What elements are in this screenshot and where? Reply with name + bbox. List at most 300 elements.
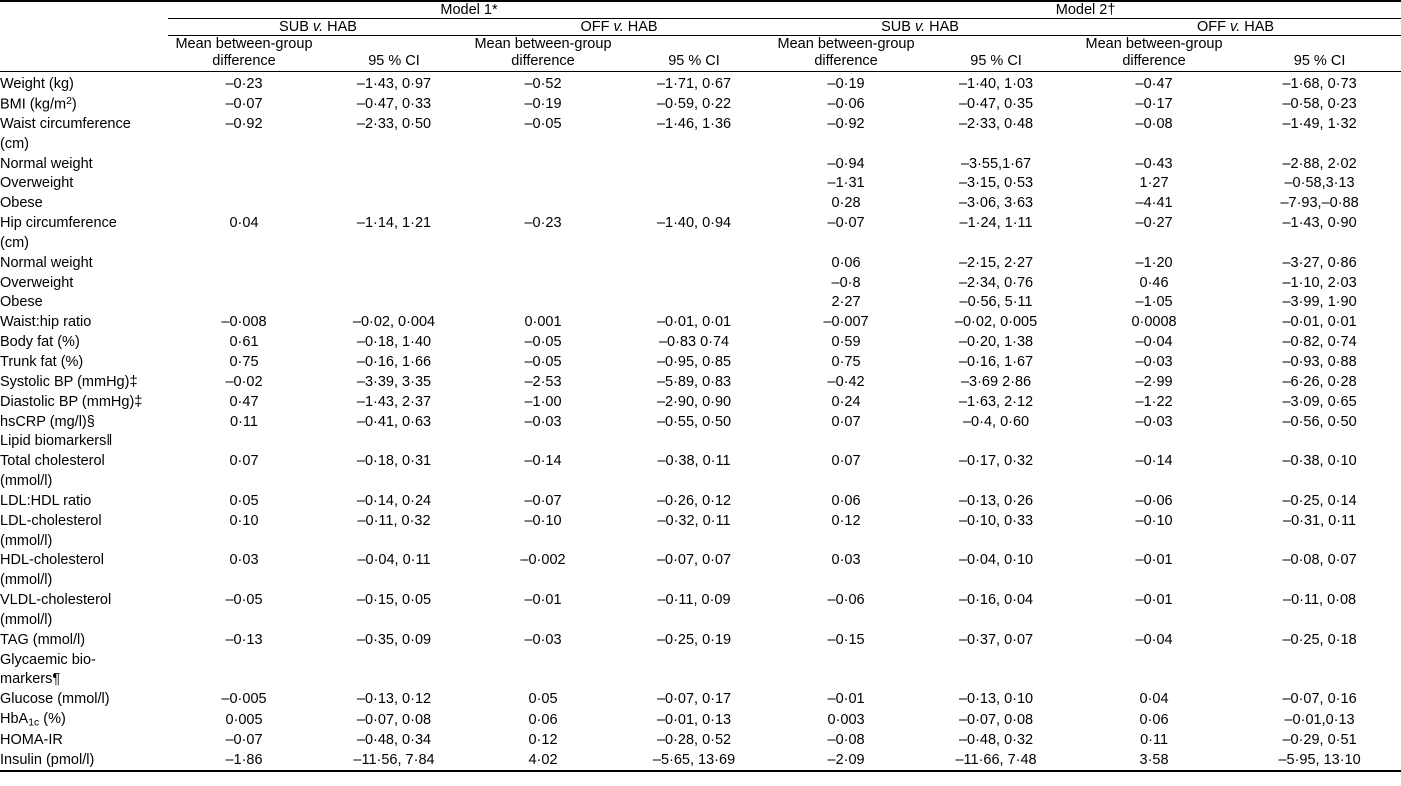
table-row [0,214,1401,234]
cell-value: –0·15, 0·05 [356,592,432,609]
cell-value: 0·03 [229,552,259,569]
cell-value: –0·41, 0·63 [356,413,432,430]
cell-value [320,670,468,690]
cell-value: –0·11, 0·32 [357,512,431,529]
table-row [0,233,1401,253]
cell-value [468,531,618,551]
table-row [0,273,1401,293]
header-col-line2: 95 % CI [668,53,720,70]
cell-value: –0·37, 0·07 [958,631,1034,648]
cell-value: –0·02, 0·005 [954,314,1038,331]
cell-value: –0·06 [827,592,865,609]
cell-value: 0·12 [831,512,861,529]
cell-value: –0·19 [524,96,562,112]
cell-value [770,670,922,690]
row-label: (mmol/l) [0,473,53,490]
cell-value [922,432,1070,452]
cell-value [168,253,320,273]
cell-value [1070,432,1238,452]
row-label: Obese [0,294,43,311]
cell-value [922,472,1070,492]
cell-value: –3·27, 0·86 [1282,254,1357,271]
cell-value [468,253,618,273]
row-label: (mmol/l) [0,611,53,628]
header-col-line2: difference [511,53,575,70]
cell-value: –0·47, 0·35 [958,96,1034,112]
cell-value: 0·07 [831,413,861,430]
cell-value: –0·04 [1135,334,1173,351]
cell-value [618,432,770,452]
cell-value: 0·07 [229,453,259,470]
row-label: Body fat (%) [0,334,80,351]
cell-value [1070,472,1238,492]
cell-value [922,650,1070,670]
cell-value [618,253,770,273]
cell-value: 0·001 [524,314,562,331]
cell-value: –0·23 [524,215,562,232]
row-label: HOMA-IR [0,732,63,748]
cell-value [770,472,922,492]
cell-value: –0·8 [831,274,861,291]
cell-value [320,531,468,551]
row-label: Weight (kg) [0,75,74,92]
header-col-line1: Mean between-group [1085,36,1223,52]
cell-value: –0·27 [1135,215,1173,232]
cell-value: 0·11 [1140,732,1169,748]
row-label: Glycaemic bio- [0,651,96,668]
row-label: Systolic BP (mmHg)‡ [0,373,138,390]
cell-value: –1·10, 2·03 [1282,274,1357,291]
cell-value [168,472,320,492]
cell-value: –0·25, 0·14 [1282,492,1357,509]
cell-value: –0·01,0·13 [1284,712,1355,729]
cell-value: –0·14 [1135,453,1173,470]
header-col-line2: 95 % CI [1293,53,1346,70]
cell-value: –0·08 [1135,115,1173,132]
cell-value [1238,571,1401,591]
cell-value: –0·59, 0·22 [656,96,732,112]
row-label: Overweight [0,175,74,192]
cell-value: –3·69 2·86 [960,373,1032,390]
table-row [0,690,1401,710]
header-model-1: Model 1* [168,1,770,19]
row-label: BMI $(kg/m^2)$ [0,95,77,112]
header-col-line1: Mean between-group [777,36,915,52]
cell-value [770,531,922,551]
cell-value: –0·02 [225,373,263,390]
cell-value [168,233,320,253]
row-label: LDL:HDL ratio [0,492,92,509]
cell-value: –1·46, 1·36 [656,115,732,132]
cell-value: –0·35, 0·09 [356,631,432,648]
cell-value [1070,233,1238,253]
row-label: Overweight [0,274,74,291]
cell-value: –0·11, 0·08 [1283,592,1357,609]
cell-value: 4·02 [468,750,618,771]
cell-value: 0·47 [229,393,259,410]
cell-value: –0·07 [225,732,263,748]
cell-value [770,610,922,630]
cell-value [468,670,618,690]
table-row [0,94,1401,114]
cell-value: 0·06 [528,712,558,729]
cell-value [618,670,770,690]
header-spacer-1 [0,19,168,36]
cell-value: 0·03 [831,552,861,569]
cell-value: –0·13, 0·26 [958,492,1034,509]
table-row [0,511,1401,531]
cell-value [770,650,922,670]
cell-value: 0·06 [1139,712,1169,729]
cell-value: –1·71, 0·67 [656,75,732,92]
cell-value: –0·38, 0·10 [1282,453,1357,470]
cell-value: 0·24 [831,393,861,410]
cell-value [320,154,468,174]
cell-value: –1·22 [1135,393,1173,410]
cell-value: –2·33, 0·50 [356,115,432,132]
header-group-sub-vs-hab-model2: SUB v. HAB [770,19,1070,36]
cell-value: –0·29, 0·51 [1282,732,1357,748]
header-model-2: Model 2† [770,1,1401,19]
table-row [0,71,1401,94]
cell-value [618,571,770,591]
cell-value [1238,610,1401,630]
cell-value: –0·01 [1135,592,1173,609]
cell-value: –3·09, 0·65 [1282,393,1357,410]
cell-value [468,174,618,194]
row-label: Normal weight [0,254,93,271]
cell-value [320,134,468,154]
cell-value: –0·05 [524,334,562,351]
cell-value: –0·23 [225,75,263,92]
row-label: Trunk fat (%) [0,353,84,370]
table-row [0,352,1401,372]
table-row [0,194,1401,214]
cell-value: –3·06, 3·63 [958,195,1034,212]
row-label: HDL-cholesterol [0,552,104,569]
cell-value: –0·83 0·74 [658,334,730,351]
cell-value: –0·18, 1·40 [356,334,432,351]
cell-value [922,571,1070,591]
cell-value: –0·28, 0·52 [656,732,732,748]
table-row [0,313,1401,333]
cell-value: 0·10 [229,512,259,529]
header-group-off-vs-hab-model2: OFF v. HAB [1070,19,1401,36]
cell-value: –2·15, 2·27 [958,254,1034,271]
cell-value [320,650,468,670]
cell-value: –0·14, 0·24 [356,492,432,509]
table-row [0,531,1401,551]
cell-value: 0·0008 [1131,314,1177,331]
row-label: Hip circumference [0,215,117,232]
cell-value [320,610,468,630]
cell-value: –0·47 [1135,75,1173,92]
cell-value: –0·55, 0·50 [656,413,732,430]
cell-value: –0·13, 0·10 [958,691,1034,708]
row-label: (mmol/l) [0,572,53,589]
cell-value: –0·07 [524,492,562,509]
cell-value: –11·56, 7·84 [320,750,468,771]
cell-value [618,174,770,194]
header-col-ci-3 [922,36,1070,72]
cell-value: –0·06 [827,96,865,112]
cell-value [168,432,320,452]
cell-value [468,432,618,452]
cell-value: –0·07, 0·16 [1282,691,1357,708]
cell-value: –0·07, 0·07 [656,552,732,569]
table-row [0,491,1401,511]
row-label: (cm) [0,135,29,152]
header-col-line2: difference [1122,53,1186,70]
cell-value: –0·008 [221,314,267,331]
row-label: Normal weight [0,155,93,172]
header-col-mean-diff-3 [770,36,922,72]
cell-value: –0·05 [524,115,562,132]
header-col-line2: 95 % CI [368,53,420,70]
cell-value: 0·06 [831,492,861,509]
cell-value [618,134,770,154]
cell-value: –1·14, 1·21 [356,215,432,232]
cell-value: –1·43, 2·37 [356,393,432,410]
cell-value [320,253,468,273]
cell-value [468,233,618,253]
cell-value [922,134,1070,154]
cell-value: –0·10, 0·33 [958,512,1034,529]
cell-value: –1·40, 0·94 [656,215,732,232]
table-row [0,392,1401,412]
cell-value [618,650,770,670]
cell-value: –0·56, 5·11 [959,294,1033,311]
cell-value: –5·95, 13·10 [1238,750,1401,771]
row-label: LDL-cholesterol [0,512,102,529]
cell-value: –2·88, 2·02 [1282,155,1357,172]
header-col-line1: Mean between-group [474,36,612,52]
header-col-line2: 95 % CI [970,53,1022,70]
cell-value [320,233,468,253]
header-col-line2: difference [212,53,276,70]
cell-value: –0·82, 0·74 [1282,334,1357,351]
cell-value: –6·26, 0·28 [1282,373,1357,390]
cell-value: –2·34, 0·76 [958,274,1034,291]
table-row [0,710,1401,731]
cell-value [1238,134,1401,154]
cell-value: –0·04 [1135,631,1173,648]
row-label: Insulin (pmol/l) [0,750,168,771]
cell-value: –0·58, 0·23 [1282,96,1357,112]
cell-value: –0·42 [827,373,865,390]
cell-value [168,650,320,670]
cell-value [168,273,320,293]
cell-value: –0·58,3·13 [1284,175,1355,192]
cell-value [320,174,468,194]
cell-value: –0·07, 0·08 [958,712,1034,729]
cell-value: –0·32, 0·11 [657,512,731,529]
cell-value: –3·39, 3·35 [356,373,432,390]
cell-value: –1·24, 1·11 [959,215,1033,232]
cell-value [168,293,320,313]
table-row [0,174,1401,194]
row-label: (mmol/l) [0,532,53,549]
table-row [0,134,1401,154]
cell-value: –1·68, 0·73 [1282,75,1357,92]
cell-value [1070,531,1238,551]
cell-value: –3·99, 1·90 [1282,294,1357,311]
cell-value: –0·20, 1·38 [958,334,1034,351]
row-label: Total cholesterol [0,453,105,470]
cell-value: 2·27 [831,294,861,311]
cell-value: 0·75 [831,353,861,370]
cell-value: 0·61 [229,334,259,351]
row-label: (cm) [0,234,29,251]
cell-value: –0·25, 0·18 [1282,631,1357,648]
cell-value: –0·47, 0·33 [356,96,432,112]
cell-value: –0·04, 0·11 [357,552,431,569]
cell-value [468,134,618,154]
header-col-mean-diff-1 [168,36,320,72]
row-label: VLDL-cholesterol [0,592,112,609]
cell-value: –1·86 [168,750,320,771]
cell-value [1070,610,1238,630]
cell-value: 0·12 [528,732,558,748]
row-label-header [0,1,168,19]
cell-value: –0·95, 0·85 [656,353,732,370]
cell-value [770,432,922,452]
cell-value: –0·01 [1135,552,1173,569]
cell-value: –2·09 [770,750,922,771]
cell-value: 0·59 [831,334,861,351]
cell-value: –0·03 [1135,353,1173,370]
cell-value: –4·41 [1135,195,1173,212]
cell-value: –0·92 [225,115,263,132]
cell-value [618,610,770,630]
cell-value [1238,432,1401,452]
table-row [0,293,1401,313]
cell-value: –0·01 [827,691,865,708]
table-row [0,551,1401,571]
cell-value: –3·15, 0·53 [958,175,1034,192]
cell-value: –1·40, 1·03 [958,75,1034,92]
header-group-off-vs-hab-model1: OFF v. HAB [468,19,770,36]
cell-value: –0·16, 1·66 [356,353,432,370]
cell-value: –5·65, 13·69 [618,750,770,771]
cell-value [770,571,922,591]
cell-value: –0·14 [524,453,562,470]
cell-value [168,571,320,591]
cell-value [168,610,320,630]
table-row [0,253,1401,273]
header-col-ci-4 [1238,36,1401,72]
table-row [0,114,1401,134]
table-row [0,650,1401,670]
cell-value [168,134,320,154]
cell-value [468,571,618,591]
cell-value: 0·75 [229,353,259,370]
cell-value: –0·16, 0·04 [958,592,1034,609]
header-col-mean-diff-4 [1070,36,1238,72]
cell-value [770,233,922,253]
cell-value [1070,134,1238,154]
cell-value: –2·33, 0·48 [958,115,1034,132]
cell-value: –0·03 [524,631,562,648]
cell-value: 0·005 [225,712,263,729]
cell-value: –0·07, 0·08 [356,712,432,729]
cell-value [468,650,618,670]
cell-value [468,154,618,174]
cell-value [468,472,618,492]
cell-value: –0·16, 1·67 [958,353,1034,370]
cell-value [618,194,770,214]
cell-value: –0·52 [524,75,562,92]
cell-value [922,670,1070,690]
cell-value: –2·99 [1135,373,1173,390]
cell-value: –0·43 [1135,155,1173,172]
cell-value [618,293,770,313]
cell-value: –0·93, 0·88 [1282,353,1357,370]
header-row-columns [0,36,1401,72]
cell-value [468,194,618,214]
cell-value: 0·46 [1139,274,1169,291]
table-header [0,1,1401,71]
cell-value [1238,670,1401,690]
cell-value: –1·63, 2·12 [958,393,1034,410]
table-row [0,412,1401,432]
cell-value [1238,650,1401,670]
table-row [0,432,1401,452]
table-row [0,610,1401,630]
cell-value: –1·49, 1·32 [1282,115,1357,132]
cell-value: –0·05 [225,592,263,609]
table-row [0,731,1401,751]
cell-value [468,293,618,313]
row-label: Diastolic BP (mmHg)‡ [0,393,143,410]
cell-value: 0·04 [229,215,259,232]
cell-value: 0·06 [831,254,861,271]
cell-value [168,531,320,551]
cell-value [1238,233,1401,253]
cell-value: –0·06 [1135,492,1173,509]
cell-value [168,670,320,690]
header-group-sub-vs-hab-model1: SUB v. HAB [168,19,468,36]
cell-value [168,154,320,174]
table-row [0,472,1401,492]
cell-value: –0·01, 0·01 [656,314,732,331]
cell-value: 0·04 [1139,691,1169,708]
cell-value: –0·26, 0·12 [656,492,732,509]
cell-value: –0·005 [221,691,267,708]
cell-value: –3·55,1·67 [960,155,1032,172]
cell-value [168,194,320,214]
cell-value: –0·13, 0·12 [356,691,432,708]
cell-value: –0·25, 0·19 [656,631,732,648]
cell-value [618,472,770,492]
cell-value: –0·94 [827,155,865,172]
cell-value: –5·89, 0·83 [656,373,732,390]
cell-value [1238,472,1401,492]
cell-value: –0·15 [827,631,865,648]
cell-value [320,472,468,492]
table-row [0,333,1401,353]
cell-value: –0·48, 0·32 [958,732,1034,748]
cell-value: –0·17 [1135,96,1173,112]
header-col-line1: Mean between-group [175,36,313,52]
cell-value: –1·43, 0·90 [1282,215,1357,232]
header-row-models [0,1,1401,19]
row-label: Waist:hip ratio [0,314,92,331]
header-spacer-2 [0,36,168,72]
cell-value: –0·03 [524,413,562,430]
cell-value [1070,571,1238,591]
cell-value: 0·003 [827,712,865,729]
